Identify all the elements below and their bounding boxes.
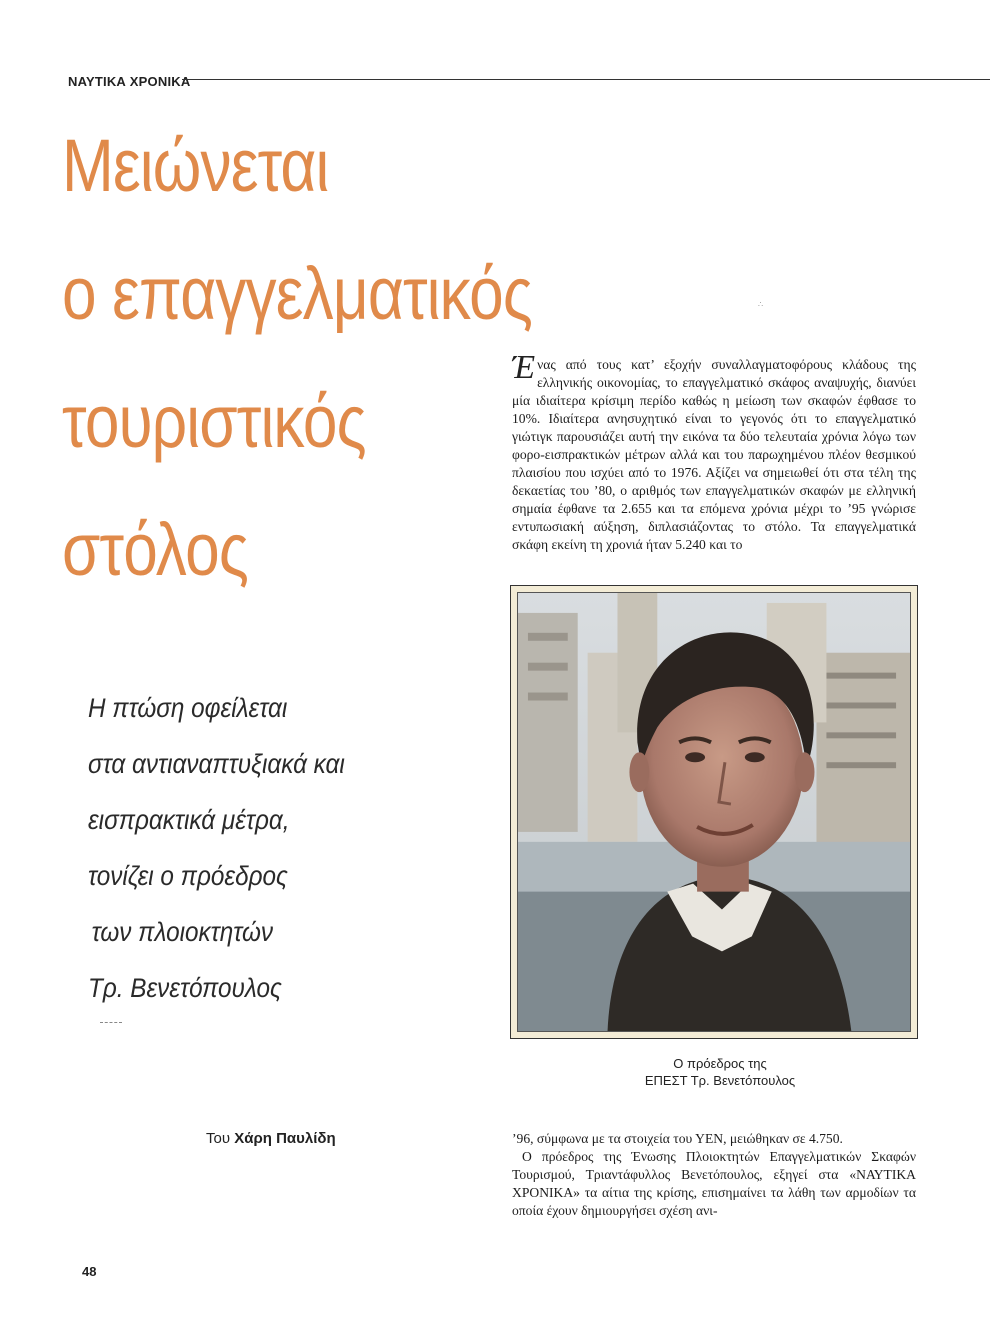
byline-prefix: Του: [206, 1130, 231, 1147]
headline-line: στόλος: [62, 508, 248, 591]
drop-cap: Έ: [512, 349, 536, 386]
header-rule: [182, 79, 990, 80]
article-paragraph: Ο πρόεδρος της Ένωσης Πλοιοκτητών Επαγγελματικών Σκαφών Τουρισμού, Τριαντάφυλλος Βενετόπουλος, εξηγεί στα «ΝΑΥΤΙΚΑ ΧΡΟΝΙΚΑ» τα αίτια της κρίσης, επισημαίνει τα λάθη των αρμοδίων τα οποία έχουν δημιουργήσει σχέση ανι-: [512, 1149, 916, 1218]
portrait-photo: [517, 592, 911, 1032]
subheadline: [88, 680, 430, 1016]
section-label: ΝΑΥΤΙΚΑ ΧΡΟΝΙΚΑ: [68, 74, 191, 89]
byline: [206, 1130, 336, 1147]
subhead-line: των πλοιοκτητών: [91, 917, 274, 947]
subhead-line: Η πτώση οφείλεται: [88, 693, 288, 723]
decorative-mark: [100, 1022, 122, 1025]
photo-caption: [600, 1055, 840, 1089]
headline-line: τουριστικός: [62, 380, 366, 463]
print-speck: ∴: [758, 300, 764, 309]
article-paragraph: [512, 349, 916, 554]
headline-line: ο επαγγελματικός: [62, 252, 532, 335]
subhead-line: εισπρακτικά μέτρα,: [88, 805, 290, 835]
byline-author: Χάρη Παυλίδη: [234, 1130, 336, 1147]
portrait-illustration: [518, 593, 910, 1031]
article-body-top: [512, 349, 916, 554]
subhead-line: στα αντιαναπτυξιακά και: [88, 749, 345, 779]
caption-line: Ο πρόεδρος της: [673, 1056, 767, 1071]
caption-line: ΕΠΕΣΤ Τρ. Βενετόπουλος: [644, 1073, 796, 1088]
article-paragraph: ’96, σύμφωνα με τα στοιχεία του ΥΕΝ, μειώθηκαν σε 4.750.: [512, 1131, 843, 1146]
page-number: 48: [82, 1264, 97, 1279]
subhead-line: τονίζει ο πρόεδρος: [88, 861, 288, 891]
photo-frame: [510, 585, 918, 1039]
article-body-bottom: [512, 1130, 916, 1220]
paragraph-text: νας από τους κατ’ εξοχήν συναλλαγματοφόρους κλάδους της ελληνικής οικονομίας, το επαγγελματικό σκάφος αναψυχής, διανύει μία ιδιαίτερα κρίσιμη περίδο καθώς η μείωση των σκαφών έφθασε το 10%. Ιδιαίτερα ανησυχητικό είναι το γεγονός ότι το επαγγελματικό γιώτιγκ παρουσιάζει αυτή την εικόνα τα δύο τελευταία χρόνια λόγω των φορο-εισπρακτικών μέτρων αλλά και του παρωχημένου πλέον θεσμικού πλαισίου που ισχύει από το 1976. Αξίζει να σημειωθεί ότι στα τέλη της δεκαετίας του ’80, ο αριθμός των επαγγελματικών σκαφών με ελληνική σημαία έφθανε τα 2.655 και τα επόμενα χρόνια μέχρι το ’95 γνώρισε εντυπωσιακή αύξηση, διπλασιάζοντας το στόλο. Τα επαγγελματικά σκάφη εκείνη τη χρονιά ήταν 5.240 και το: [512, 357, 916, 552]
headline: [62, 102, 532, 614]
headline-line: Μειώνεται: [62, 124, 329, 207]
subhead-line: Τρ. Βενετόπουλος: [88, 973, 282, 1003]
